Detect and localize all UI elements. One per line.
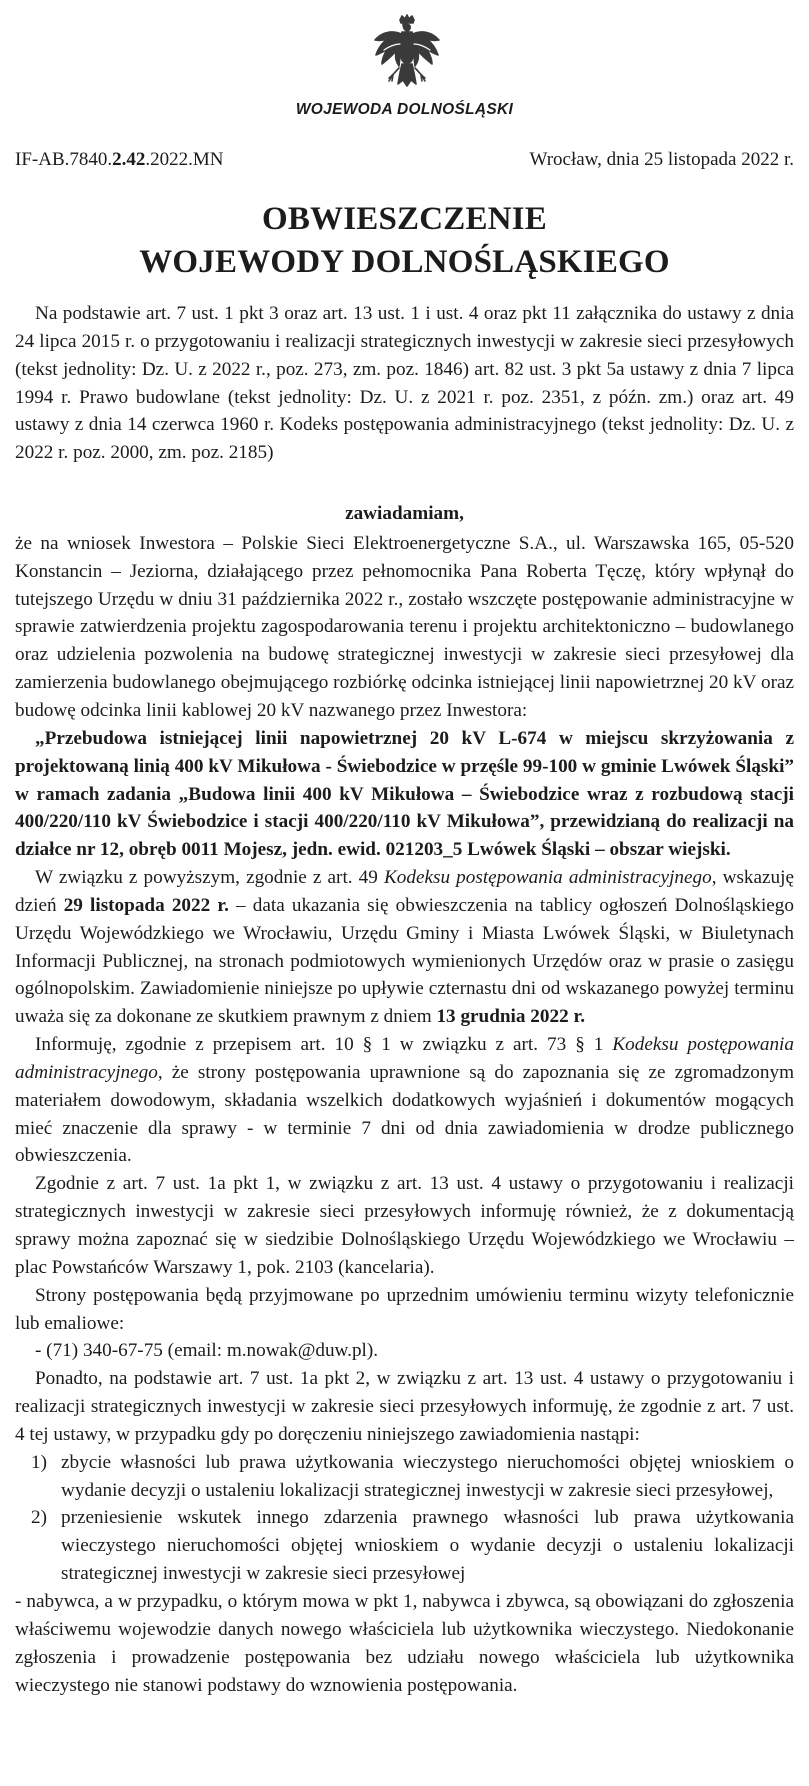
notify-heading: zawiadamiam, (345, 503, 464, 525)
list-item-number: 1) (31, 1451, 47, 1473)
title-line-2: WOJEWODY DOLNOŚLĄSKIEGO (139, 244, 670, 280)
list-item (15, 1449, 794, 1505)
inform-text-c: , że strony postępowania uprawnione są do zapoznania się ze zgromadzonym materiałem dowodowym, składania wszelkich dodatkowych wyjaśnień i dokumentów mogących mieć znaczenie dla sprawy - w terminie 7 dni od dnia zawiadomienia w drodze publicznego obwieszczenia. (15, 1061, 794, 1167)
project-name-paragraph: „Przebudowa istniejącej linii napowietrznej 20 kV L-674 w miejscu skrzyżowania z projektowaną linią 400 kV Mikułowa - Świebodzice w przęśle 99-100 w gminie Lwówek Śląski” w ramach zadania „Budowa linii 400 kV Mikułowa – Świebodzice wraz z rozbudową stacji 400/220/110 kV Świebodzice i stacji 400/220/110 kV Mikułowa”, przewidzianą do realizacji na działce nr 12, obręb 0011 Mojesz, jedn. ewid. 021203_5 Lwówek Śląski – obszar wiejski. (15, 727, 794, 861)
case-reference-prefix: IF-AB.7840. (15, 149, 113, 170)
inform-text-a: Informuję, zgodnie z przepisem art. 10 § 1 w związku z art. 73 § 1 (35, 1034, 613, 1056)
moreover-paragraph: Ponadto, na podstawie art. 7 ust. 1a pkt 2, w związku z art. 13 ust. 4 ustawy o przygotowaniu i realizacji strategicznych inwestycji w zakresie sieci przesyłowych informuję, że zgodnie z art. 7 ust. 4 tej ustawy, w przypadku gdy po doręczeniu niniejszego zawiadomienia nastąpi: (15, 1368, 794, 1445)
case-reference-suffix: .2022.MN (145, 149, 224, 170)
list-item-number: 2) (31, 1507, 47, 1529)
legal-basis-paragraph: Na podstawie art. 7 ust. 1 pkt 3 oraz art. 13 ust. 1 i ust. 4 oraz pkt 11 załącznika do ustawy z dnia 24 lipca 2015 r. o przygotowaniu i realizacji strategicznych inwestycji w zakresie sieci przesyłowych (tekst jednolity: Dz. U. z 2022 r., poz. 273, zm. poz. 1846) art. 82 ust. 3 pkt 5a ustawy z dnia 7 lipca 1994 r. Prawo budowlane (tekst jednolity: Dz. U. z 2021 r. poz. 2351, z późn. zm.) oraz art. 49 ustawy z dnia 14 czerwca 1960 r. Kodeks postępowania administracyjnego (tekst jednolity: Dz. U. z 2022 r. poz. 2000, zm. poz. 2185) (15, 303, 794, 464)
list-item (15, 1504, 794, 1588)
case-reference-number: 2.42 (112, 149, 146, 170)
date-text-a: W związku z powyższym, zgodnie z art. 49 (35, 867, 384, 889)
issuing-authority: WOJEWODA DOLNOŚLĄSKI (295, 101, 514, 118)
place-and-date: Wrocław, dnia 25 listopada 2022 r. (529, 149, 794, 170)
date-text-c: , wskazuję dzień (15, 867, 794, 916)
document-body (15, 300, 794, 1699)
contact-line: - (71) 340-67-75 (email: m.nowak@duw.pl). (35, 1340, 379, 1362)
spacer (15, 467, 794, 490)
obligation-paragraph: - nabywca, a w przypadku, o którym mowa w pkt 1, nabywca i zbywca, są obowiązani do zgłoszenia właściwemu wojewodzie danych nowego właściciela lub użytkownika wieczystego. Niedokonanie zgłoszenia i prowadzenie postępowania bez udziału nowego właściciela lub użytkownika wieczystego nie stanowi podstawy do wznowienia postępowania. (15, 1590, 794, 1696)
inform-paragraph (15, 1031, 794, 1170)
notification-date-paragraph (15, 864, 794, 1031)
list-item-text: zbycie własności lub prawa użytkowania wieczystego nieruchomości objętej wnioskiem o wydanie decyzji o ustaleniu lokalizacji strategicznej inwestycji w zakresie sieci przesyłowej, (61, 1451, 794, 1501)
effective-date: 13 grudnia 2022 r. (436, 1006, 586, 1028)
visits-paragraph: Strony postępowania będą przyjmowane po uprzednim umówieniu terminu wizyty telefonicznie lub emaliowe: (15, 1284, 794, 1334)
inform-code-italic: Kodeksu postępowania administracyjnego (15, 1034, 794, 1083)
code-name-italic: Kodeksu postępowania administracyjnego (383, 867, 712, 889)
date-text-e: – data ukazania się obwieszczenia na tablicy ogłoszeń Dolnośląskiego Urzędu Wojewódzkiego we Wrocławiu, Urzędu Gminy i Miasta Lwówek Śląski, w Biuletynach Informacji Publicznej, na stronach podmiotowych wymienionych Urzędów oraz w prasie o zasięgu ogólnopolskim. Zawiadomienie niniejsze po upływie czternastu dni od wskazanego powyżej terminu uważa się za dokonane ze skutkiem prawnym z dniem (15, 894, 794, 1028)
list-item-text: przeniesienie wskutek innego zdarzenia prawnego własności lub prawa użytkowania wieczystego nieruchomości objętej wnioskiem o wydanie decyzji o ustaleniu lokalizacji strategicznej inwestycji w zakresie sieci przesyłowej (61, 1507, 794, 1585)
polish-eagle-emblem-icon (372, 14, 442, 96)
title-line-1: OBWIESZCZENIE (261, 201, 548, 237)
notice-date: 29 listopada 2022 r. (63, 894, 229, 916)
document-title (0, 198, 809, 284)
case-reference (15, 150, 224, 169)
notify-paragraph: że na wniosek Inwestora – Polskie Sieci Elektroenergetyczne S.A., ul. Warszawska 165, 05-520 Konstancin – Jeziorna, działającego przez pełnomocnika Pana Roberta Tęczę, który wpłynął do tutejszego Urzędu w dniu 31 października 2022 r., zostało wszczęte postępowanie administracyjne w sprawie zatwierdzenia projektu zagospodarowania terenu i projektu architektoniczno – budowlanego oraz udzielenia pozwolenia na budowę strategicznej inwestycji w zakresie sieci przesyłowej dla zamierzenia budowlanego obejmującego rozbiórkę odcinka istniejącej linii napowietrznej 20 kV oraz budowę odcinka linii kablowej 20 kV nazwanego przez Inwestora: (15, 532, 794, 721)
transfer-cases-list (15, 1449, 794, 1588)
documentation-paragraph: Zgodnie z art. 7 ust. 1a pkt 1, w związku z art. 13 ust. 4 ustawy o przygotowaniu i realizacji strategicznych inwestycji w zakresie sieci przesyłowych informuję również, że z dokumentacją sprawy można zapoznać się w siedzibie Dolnośląskiego Urzędu Wojewódzkiego we Wrocławiu – plac Powstańców Warszawy 1, pok. 2103 (kancelaria). (15, 1173, 794, 1278)
